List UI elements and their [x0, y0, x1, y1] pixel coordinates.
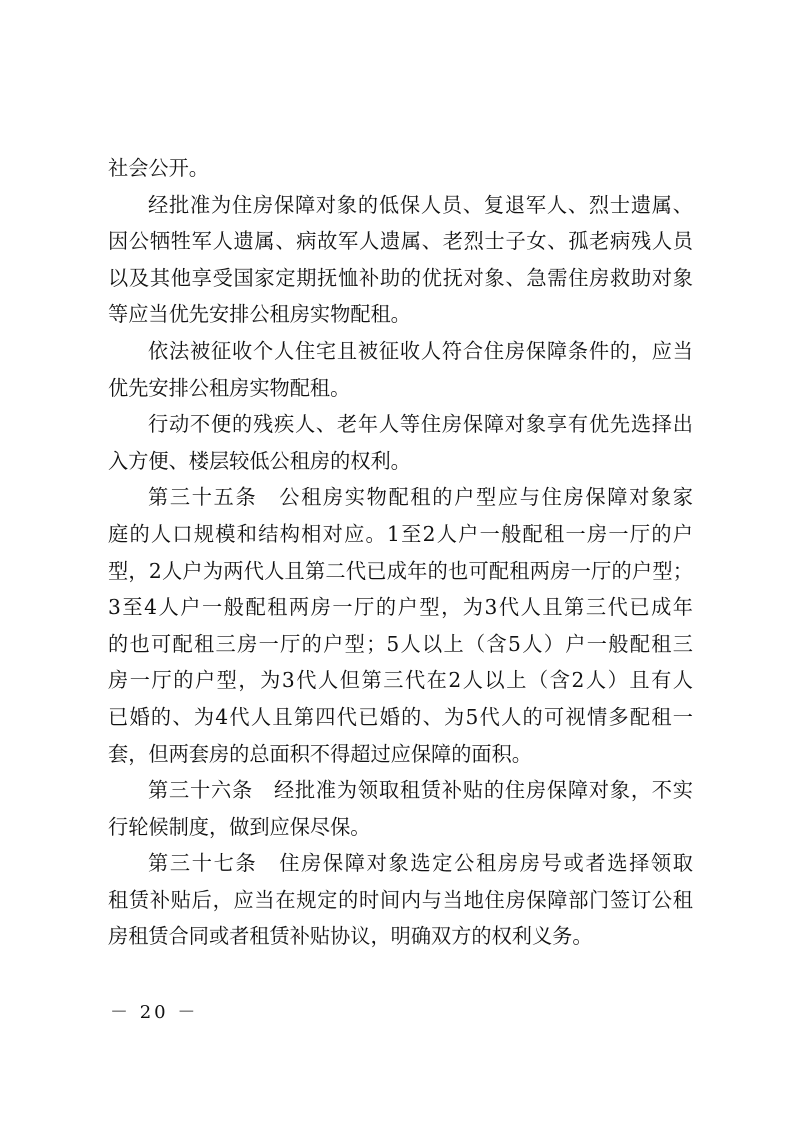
body-text-line: 房租赁合同或者租赁补贴协议，明确双方的权利义务。 [108, 924, 593, 949]
body-text-line: 依法被征收个人住宅且被征收人符合住房保障条件的，应当 [148, 338, 693, 363]
article-35-heading-line: 第三十五条 公租房实物配租的户型应与住房保障对象家 [148, 485, 693, 510]
body-text-line: 租赁补贴后，应当在规定的时间内与当地住房保障部门签订公租 [108, 887, 693, 912]
article-36-heading-line: 第三十六条 经批准为领取租赁补贴的住房保障对象，不实 [148, 778, 693, 803]
body-text-line: 社会公开。 [108, 156, 209, 180]
body-text-line: 庭的人口规模和结构相对应。1至2人户一般配租一房一厅的户 [108, 521, 693, 546]
document-body [108, 150, 693, 955]
body-text-line: 行动不便的残疾人、老年人等住房保障对象享有优先选择出 [148, 412, 693, 437]
body-text-line: 的也可配租三房一厅的户型；5人以上（含5人）户一般配租三 [108, 631, 693, 656]
body-text-line: 入方便、楼层较低公租房的权利。 [108, 448, 411, 473]
body-text-line: 以及其他享受国家定期抚恤补助的优抚对象、急需住房救助对象 [108, 265, 693, 290]
body-text-line: 3至4人户一般配租两房一厅的户型，为3代人且第三代已成年 [108, 595, 693, 620]
body-text-line: 已婚的、为4代人且第四代已婚的、为5代人的可视情多配租一 [108, 704, 693, 729]
body-text-line: 经批准为住房保障对象的低保人员、复退军人、烈士遗属、 [148, 192, 693, 217]
body-text-line: 因公牺牲军人遗属、病故军人遗属、老烈士子女、孤老病残人员 [108, 229, 693, 254]
page-number: － 20 － [110, 1002, 199, 1023]
body-text-line: 套，但两套房的总面积不得超过应保障的面积。 [108, 741, 532, 766]
body-text-line: 行轮候制度，做到应保尽保。 [108, 814, 371, 839]
article-37-heading-line: 第三十七条 住房保障对象选定公租房房号或者选择领取 [148, 851, 693, 876]
body-text-line: 等应当优先安排公租房实物配租。 [108, 302, 411, 327]
body-text-line: 房一厅的户型，为3代人但第三代在2人以上（含2人）且有人 [108, 668, 693, 693]
body-text-line: 型，2人户为两代人且第二代已成年的也可配租两房一厅的户型； [108, 558, 693, 583]
body-text-line: 优先安排公租房实物配租。 [108, 375, 351, 400]
